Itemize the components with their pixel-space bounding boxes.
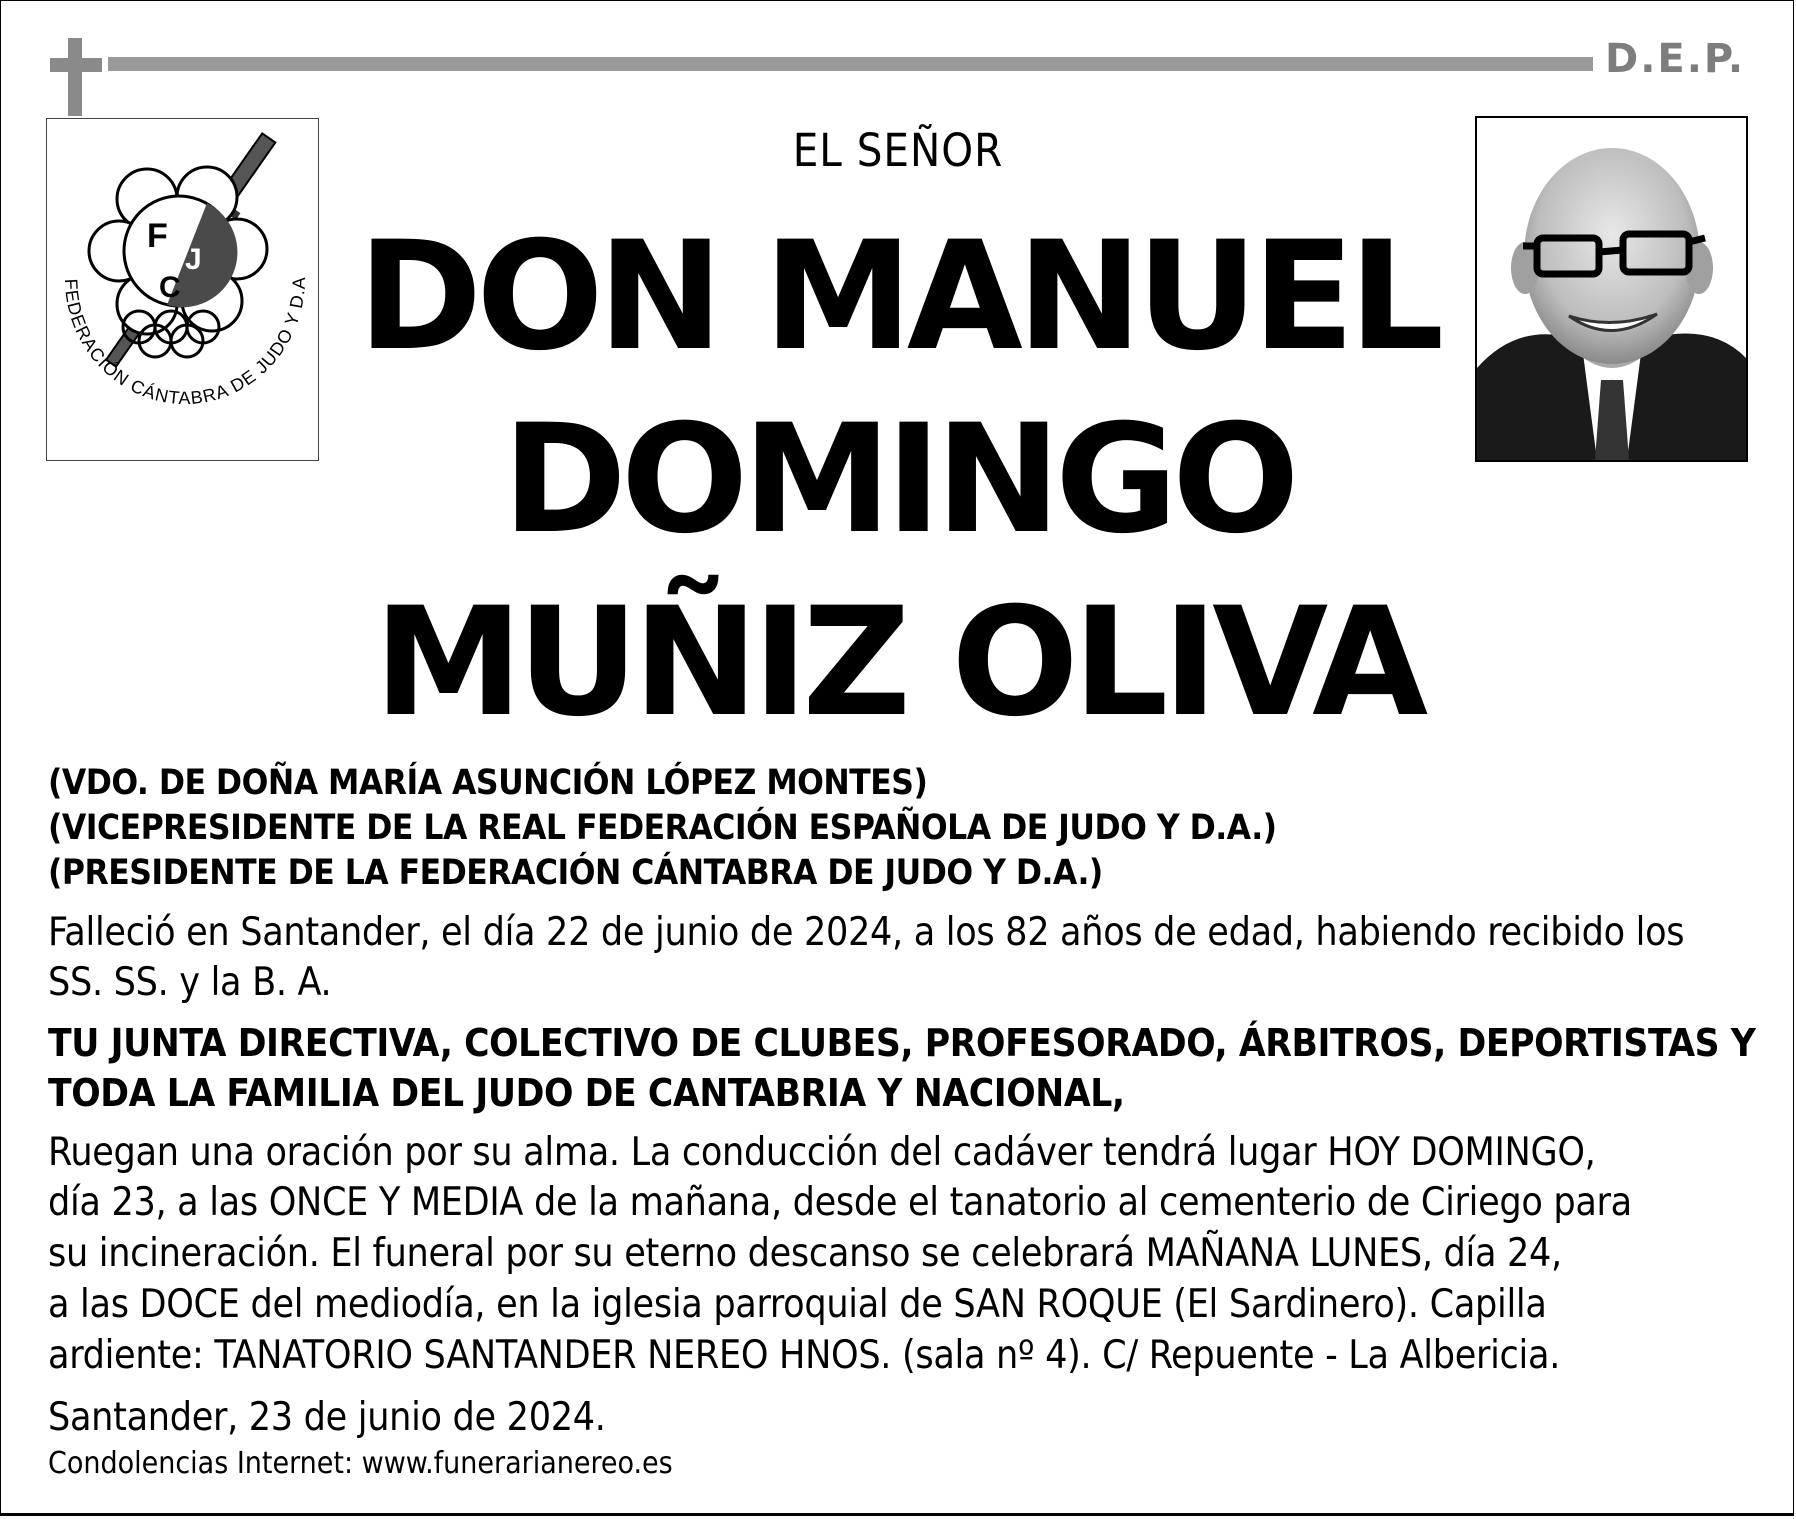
honorific: EL SEÑOR [792, 124, 1004, 177]
title-line: (VDO. DE DOÑA MARÍA ASUNCIÓN LÓPEZ MONTES) [48, 763, 928, 803]
cross-icon [50, 38, 102, 116]
svg-text:FEDERACIÓN CÁNTABRA DE JUDO Y: FEDERACIÓN CÁNTABRA DE JUDO Y D.A [60, 275, 310, 409]
request-line: su incineración. El funeral por su eterno descanso se celebrará MAÑANA LUNES, día 24, [48, 1231, 1562, 1276]
death-notice-line: SS. SS. y la B. A. [48, 960, 332, 1005]
dep-label: D.E.P. [1605, 36, 1746, 82]
request-line: a las DOCE del mediodía, en la iglesia parroquial de SAN ROQUE (El Sardinero). Capilla [48, 1282, 1547, 1327]
title-line: (PRESIDENTE DE LA FEDERACIÓN CÁNTABRA DE JUDO Y D.A.) [48, 853, 1103, 893]
header-rule [108, 57, 1593, 71]
deceased-name-line: DON MANUEL [357, 210, 1439, 384]
death-notice-line: Falleció en Santander, el día 22 de junio de 2024, a los 82 años de edad, habiendo recibido los [48, 910, 1685, 955]
mourners-line: TU JUNTA DIRECTIVA, COLECTIVO DE CLUBES, PROFESORADO, ÁRBITROS, DEPORTISTAS Y [48, 1021, 1756, 1066]
deceased-name-line: MUÑIZ OLIVA [373, 576, 1423, 750]
deceased-name-line: DOMINGO [502, 393, 1294, 567]
request-line: día 23, a las ONCE Y MEDIA de la mañana, desde el tanatorio al cementerio de Ciriego para [48, 1180, 1632, 1225]
request-line: Ruegan una oración por su alma. La conducción del cadáver tendrá lugar HOY DOMINGO, [48, 1130, 1596, 1175]
svg-text:F: F [147, 217, 168, 255]
place-date: Santander, 23 de junio de 2024. [48, 1395, 606, 1440]
svg-text:C: C [159, 271, 181, 304]
title-line: (VICEPRESIDENTE DE LA REAL FEDERACIÓN ESPAÑOLA DE JUDO Y D.A.) [48, 808, 1277, 848]
svg-text:J: J [185, 243, 202, 276]
request-line: ardiente: TANATORIO SANTANDER NEREO HNOS. (sala nº 4). C/ Repuente - La Albericia. [48, 1333, 1561, 1378]
condolences-line: Condolencias Internet: www.funerarianereo.es [48, 1446, 673, 1481]
mourners-line: TODA LA FAMILIA DEL JUDO DE CANTABRIA Y NACIONAL, [48, 1071, 1125, 1116]
